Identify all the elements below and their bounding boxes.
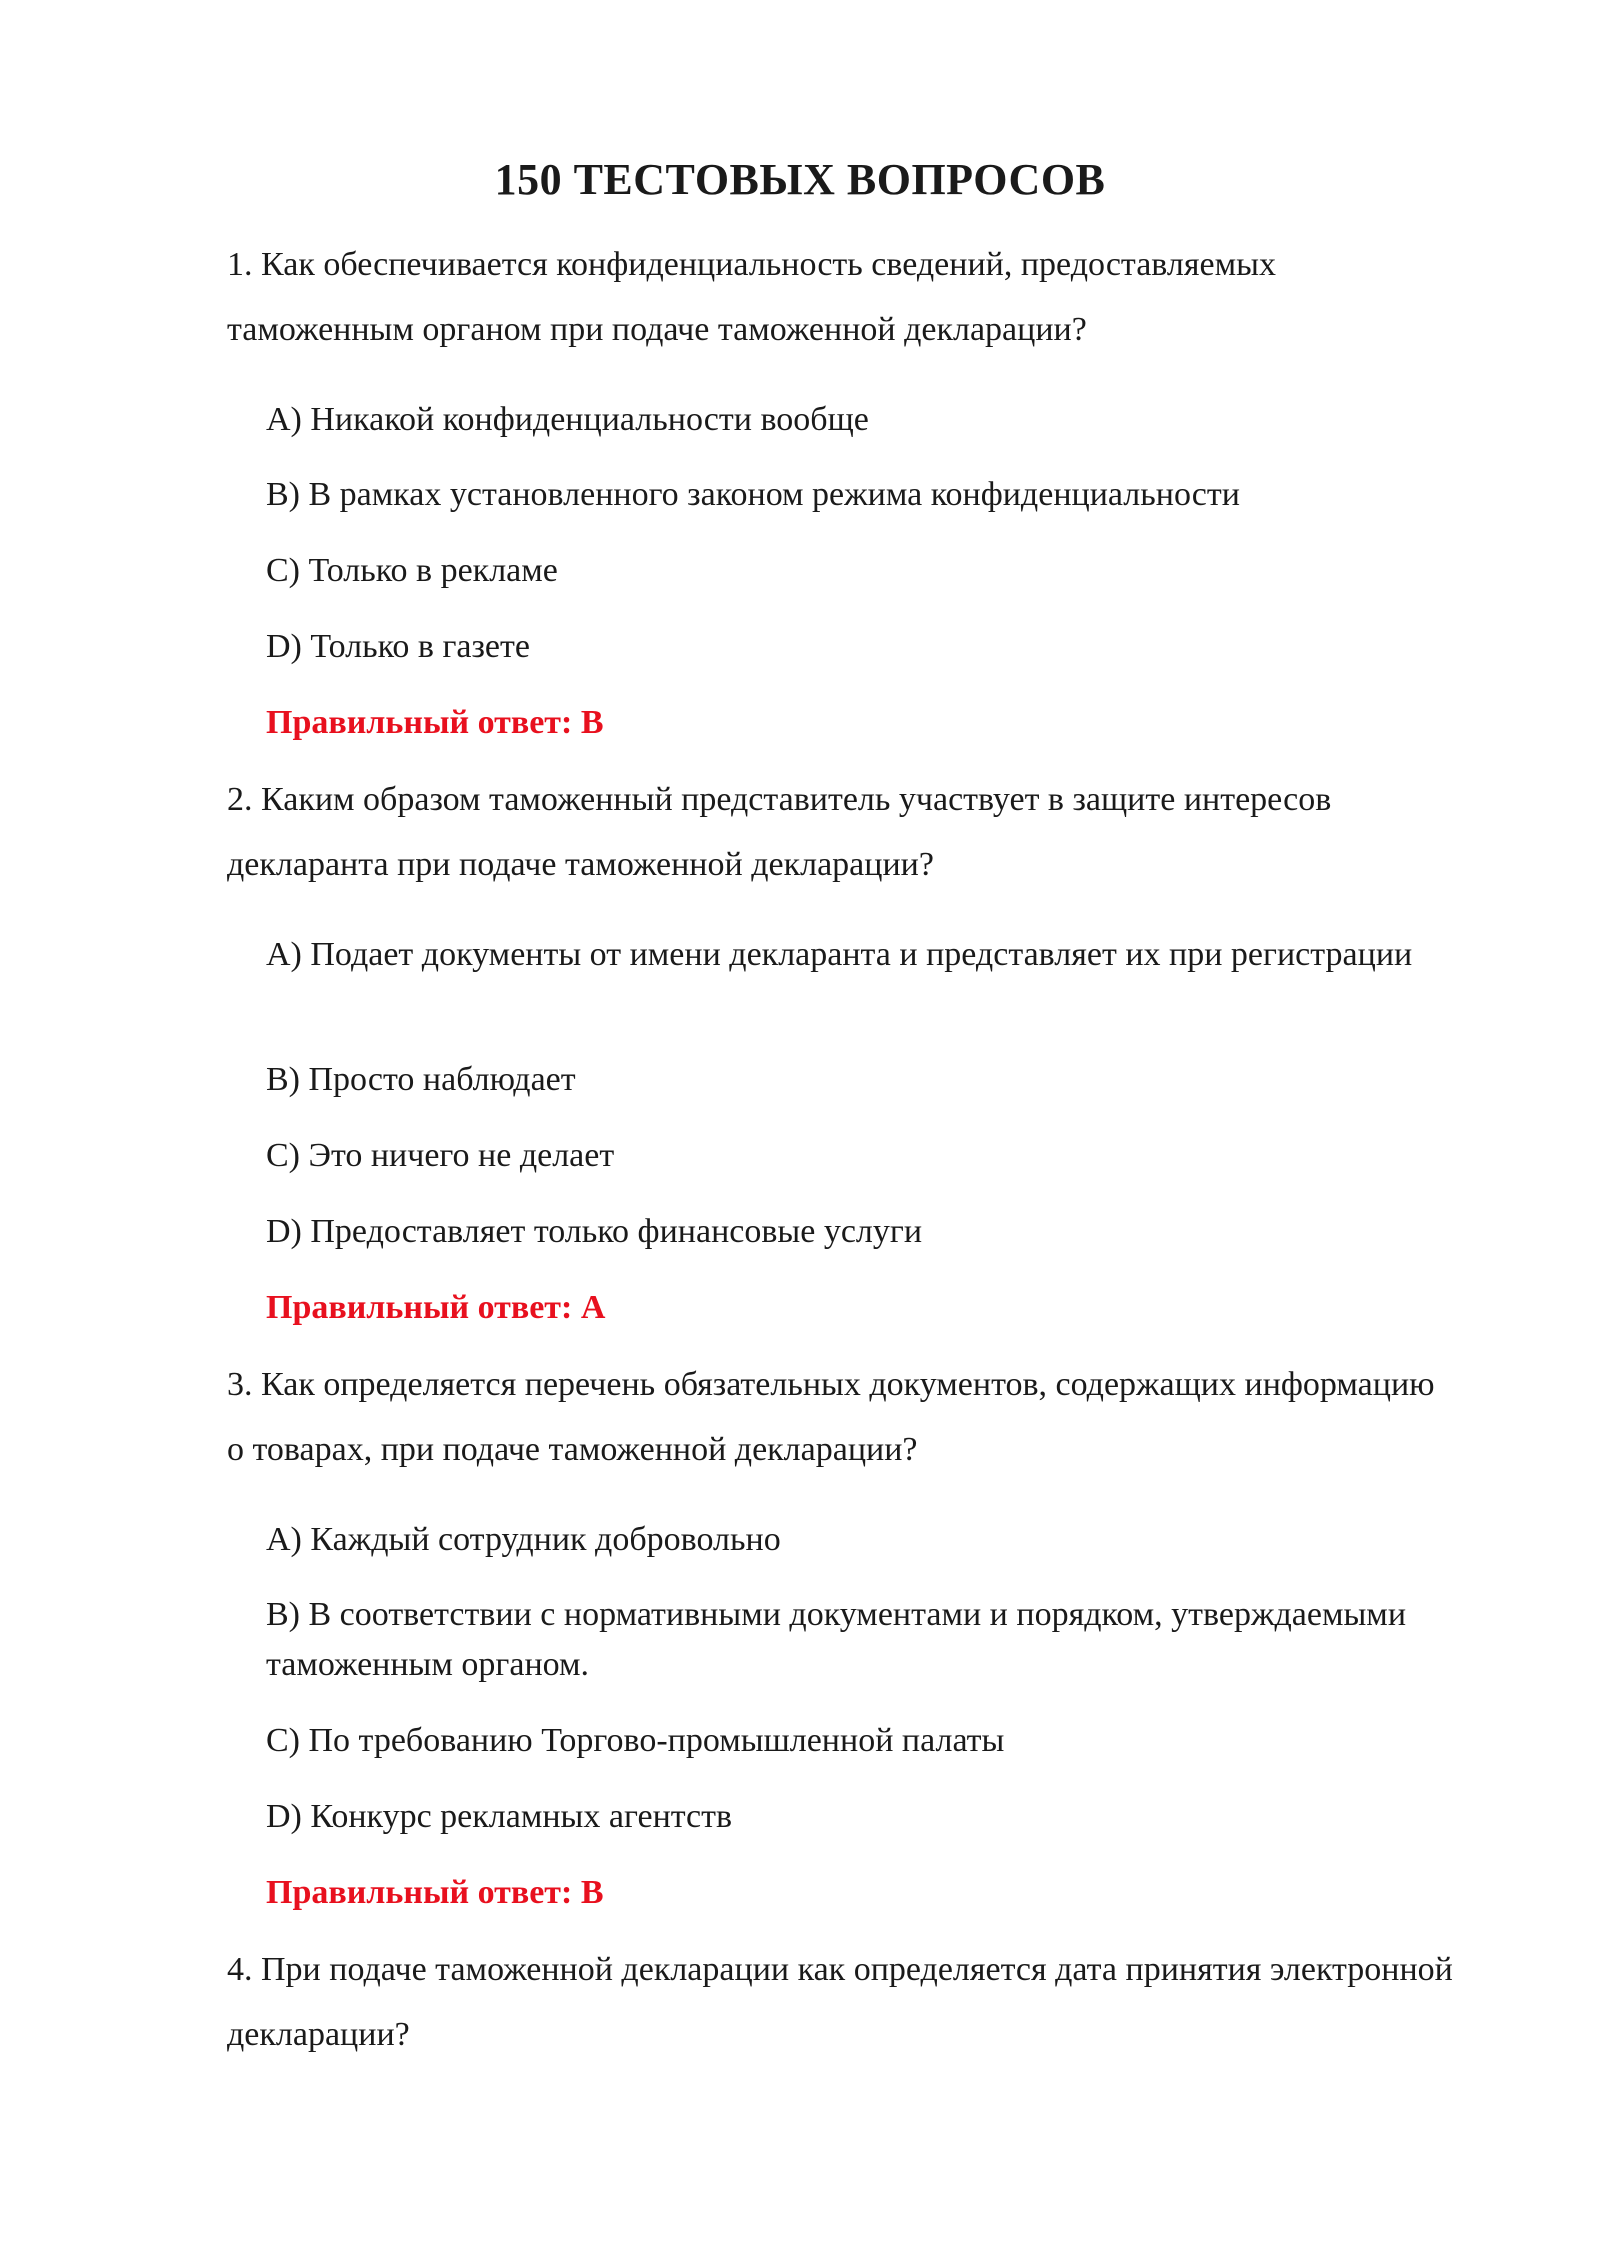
question-1-text: 1. Как обеспечивается конфиденциальность сведений, предоставляемых таможенным органом при подаче таможенной декларации?: [227, 246, 1276, 348]
question-3-answer: Правильный ответ: B: [266, 1874, 604, 1911]
question-2-answer: Правильный ответ: A: [266, 1289, 606, 1326]
question-2-option-b: B) Просто наблюдает: [266, 1061, 576, 1098]
question-2-text: 2. Каким образом таможенный представитель участвует в защите интересов декларанта при подаче таможенной декларации?: [227, 781, 1332, 883]
question-4-text: 4. При подаче таможенной декларации как определяется дата принятия электронной декларации?: [227, 1951, 1453, 2053]
question-2-option-d: D) Предоставляет только финансовые услуги: [266, 1213, 923, 1250]
question-3-option-a: A) Каждый сотрудник добровольно: [266, 1521, 781, 1558]
question-3-text: 3. Как определяется перечень обязательных документов, содержащих информацию о товарах, при подаче таможенной декларации?: [227, 1366, 1435, 1468]
question-1-option-a: A) Никакой конфиденциальности вообще: [266, 401, 869, 438]
page-title: 150 ТЕСТОВЫХ ВОПРОСОВ: [494, 155, 1106, 204]
question-2-option-a: A) Подает документы от имени декларанта и представляет их при регистрации: [266, 936, 1413, 973]
question-3-option-c: C) По требованию Торгово-промышленной палаты: [266, 1722, 1005, 1759]
question-3-option-d: D) Конкурс рекламных агентств: [266, 1798, 733, 1835]
question-3-option-b: B) В соответствии с нормативными документами и порядком, утверждаемыми таможенным органом.: [266, 1596, 1407, 1683]
question-1-answer: Правильный ответ: B: [266, 704, 604, 741]
question-1-option-b: B) В рамках установленного законом режима конфиденциальности: [266, 476, 1240, 513]
question-1-option-d: D) Только в газете: [266, 628, 530, 665]
question-1-option-c: C) Только в рекламе: [266, 552, 558, 589]
question-2-option-c: C) Это ничего не делает: [266, 1137, 615, 1174]
